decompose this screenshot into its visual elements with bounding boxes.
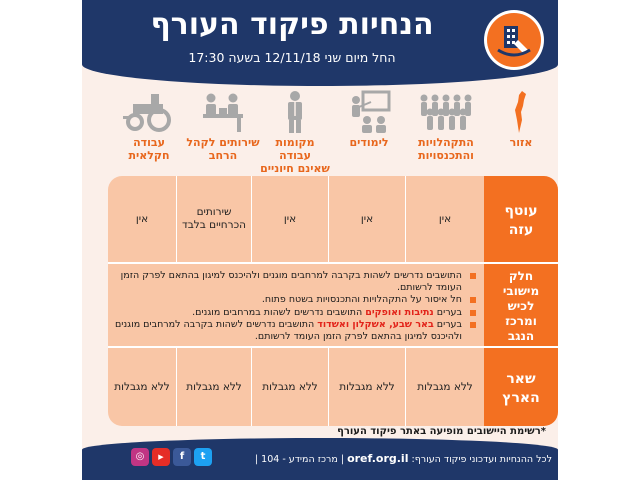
- row-header-line: הנגב: [507, 328, 535, 343]
- column-label-line2: והתכנסויות: [418, 149, 474, 162]
- classroom-icon: [347, 90, 391, 134]
- row-header-line: הארץ: [502, 390, 540, 406]
- table-cell: אין: [135, 212, 149, 225]
- infographic: [82, 0, 558, 480]
- table-cell: שירותים הכרחיים בלבד: [181, 206, 247, 231]
- table-row: [108, 348, 484, 426]
- twitter-icon[interactable]: t: [194, 448, 212, 466]
- list-item: [114, 307, 476, 319]
- bullet-text: התושבים נדרשים לשהות בקרבה למרחבים מוגנים ולהיכנס למיגון בהתאם לפרק הזמן העומד לרשותם.: [114, 319, 462, 342]
- table-row: [108, 176, 484, 262]
- column-label-line2: שאינם חיוניים: [260, 162, 330, 175]
- row-header-line: ומרכז: [505, 313, 537, 328]
- table-cell: ללא מגבלות: [262, 380, 318, 393]
- row-header-line: עזה: [508, 222, 534, 238]
- header: [82, 0, 558, 86]
- column-label: אזור: [509, 136, 533, 149]
- israel-map-icon: [511, 90, 531, 134]
- row-header-line: שאר: [506, 371, 536, 387]
- bullet-text: בערים: [433, 306, 462, 318]
- footer-contact: [252, 452, 552, 465]
- footer-label: לכל ההנחיות ועדכוני פיקוד העורף:: [408, 454, 552, 465]
- guidelines-list: [114, 270, 476, 343]
- info-center-label: | מרכז המידע - 104 |: [254, 454, 348, 465]
- table-cell: אין: [438, 212, 452, 225]
- row-header-rest-of-country: [484, 348, 558, 426]
- column-header-public-services: [186, 90, 260, 162]
- worker-icon: [280, 90, 310, 134]
- footer: [82, 438, 558, 480]
- column-label-line2: חקלאית: [128, 149, 170, 162]
- logo-emblem-icon: [484, 10, 544, 70]
- bullet-text: בערים: [433, 319, 462, 330]
- column-label: עבודה: [133, 136, 165, 149]
- instagram-icon[interactable]: ◎: [131, 448, 149, 466]
- column-header-region: [490, 90, 552, 149]
- column-label: מקומות עבודה: [275, 136, 315, 162]
- bullet-highlight: נתיבות ואופקים: [365, 306, 434, 318]
- table-cell: ללא מגבלות: [186, 380, 242, 393]
- footnote: *רשימת היישובים מופיעה באתר פיקוד העורף: [337, 426, 546, 437]
- bullet-text: התושבים נדרשים לשהות במרחבים מוגנים.: [192, 306, 366, 318]
- list-item: [114, 319, 476, 342]
- table-cell: אין: [360, 212, 374, 225]
- list-item: [114, 270, 476, 293]
- list-item: [114, 294, 476, 306]
- page-subtitle: החל מיום שני 12/11/18 בשעה 17:30: [188, 50, 396, 65]
- website-link[interactable]: oref.org.il: [347, 452, 409, 465]
- facebook-icon[interactable]: f: [173, 448, 191, 466]
- bullet-highlight: באר שבע, אשקלון ואשדוד: [317, 319, 434, 330]
- table-cell: ללא מגבלות: [339, 380, 395, 393]
- table-cell: ללא מגבלות: [417, 380, 473, 393]
- bullet-text: התושבים נדרשים לשהות בקרבה למרחבים מוגנים ולהיכנס למיגון בהתאם לפרק הזמן העומד לרשותם.: [120, 270, 462, 293]
- row-header-lachish-negev: [484, 264, 558, 346]
- bullet-text: חל איסור על התקהלויות והתכנסויות בשטח פתוח.: [261, 294, 462, 305]
- row-header-line: חלק: [508, 268, 534, 283]
- column-label: לימודים: [349, 136, 389, 149]
- page-title: הנחיות פיקוד העורף: [150, 7, 434, 42]
- column-header-studies: [336, 90, 402, 149]
- row-header-line: מישובי: [502, 283, 540, 298]
- row-header-line: לכיש: [507, 298, 535, 313]
- column-headers: [82, 90, 558, 175]
- table-row: [108, 264, 484, 346]
- youtube-icon[interactable]: ▶: [152, 448, 170, 466]
- row-header-gaza-envelope: [484, 176, 558, 262]
- column-label: שירותים לקהל: [186, 136, 260, 149]
- public-service-icon: [201, 90, 245, 134]
- tractor-icon: [123, 90, 175, 134]
- column-label: התקהלויות: [418, 136, 474, 149]
- home-front-command-logo: [484, 10, 544, 70]
- column-header-workplaces: [258, 90, 332, 175]
- column-label-line2: הרחב: [208, 149, 238, 162]
- column-header-gatherings: [408, 90, 484, 162]
- table-cell: אין: [283, 212, 297, 225]
- row-header-line: עוטף: [504, 203, 538, 219]
- crowd-icon: [416, 90, 476, 134]
- column-header-agriculture: [112, 90, 186, 162]
- guidelines-table: [82, 176, 558, 430]
- table-cell: ללא מגבלות: [114, 380, 170, 393]
